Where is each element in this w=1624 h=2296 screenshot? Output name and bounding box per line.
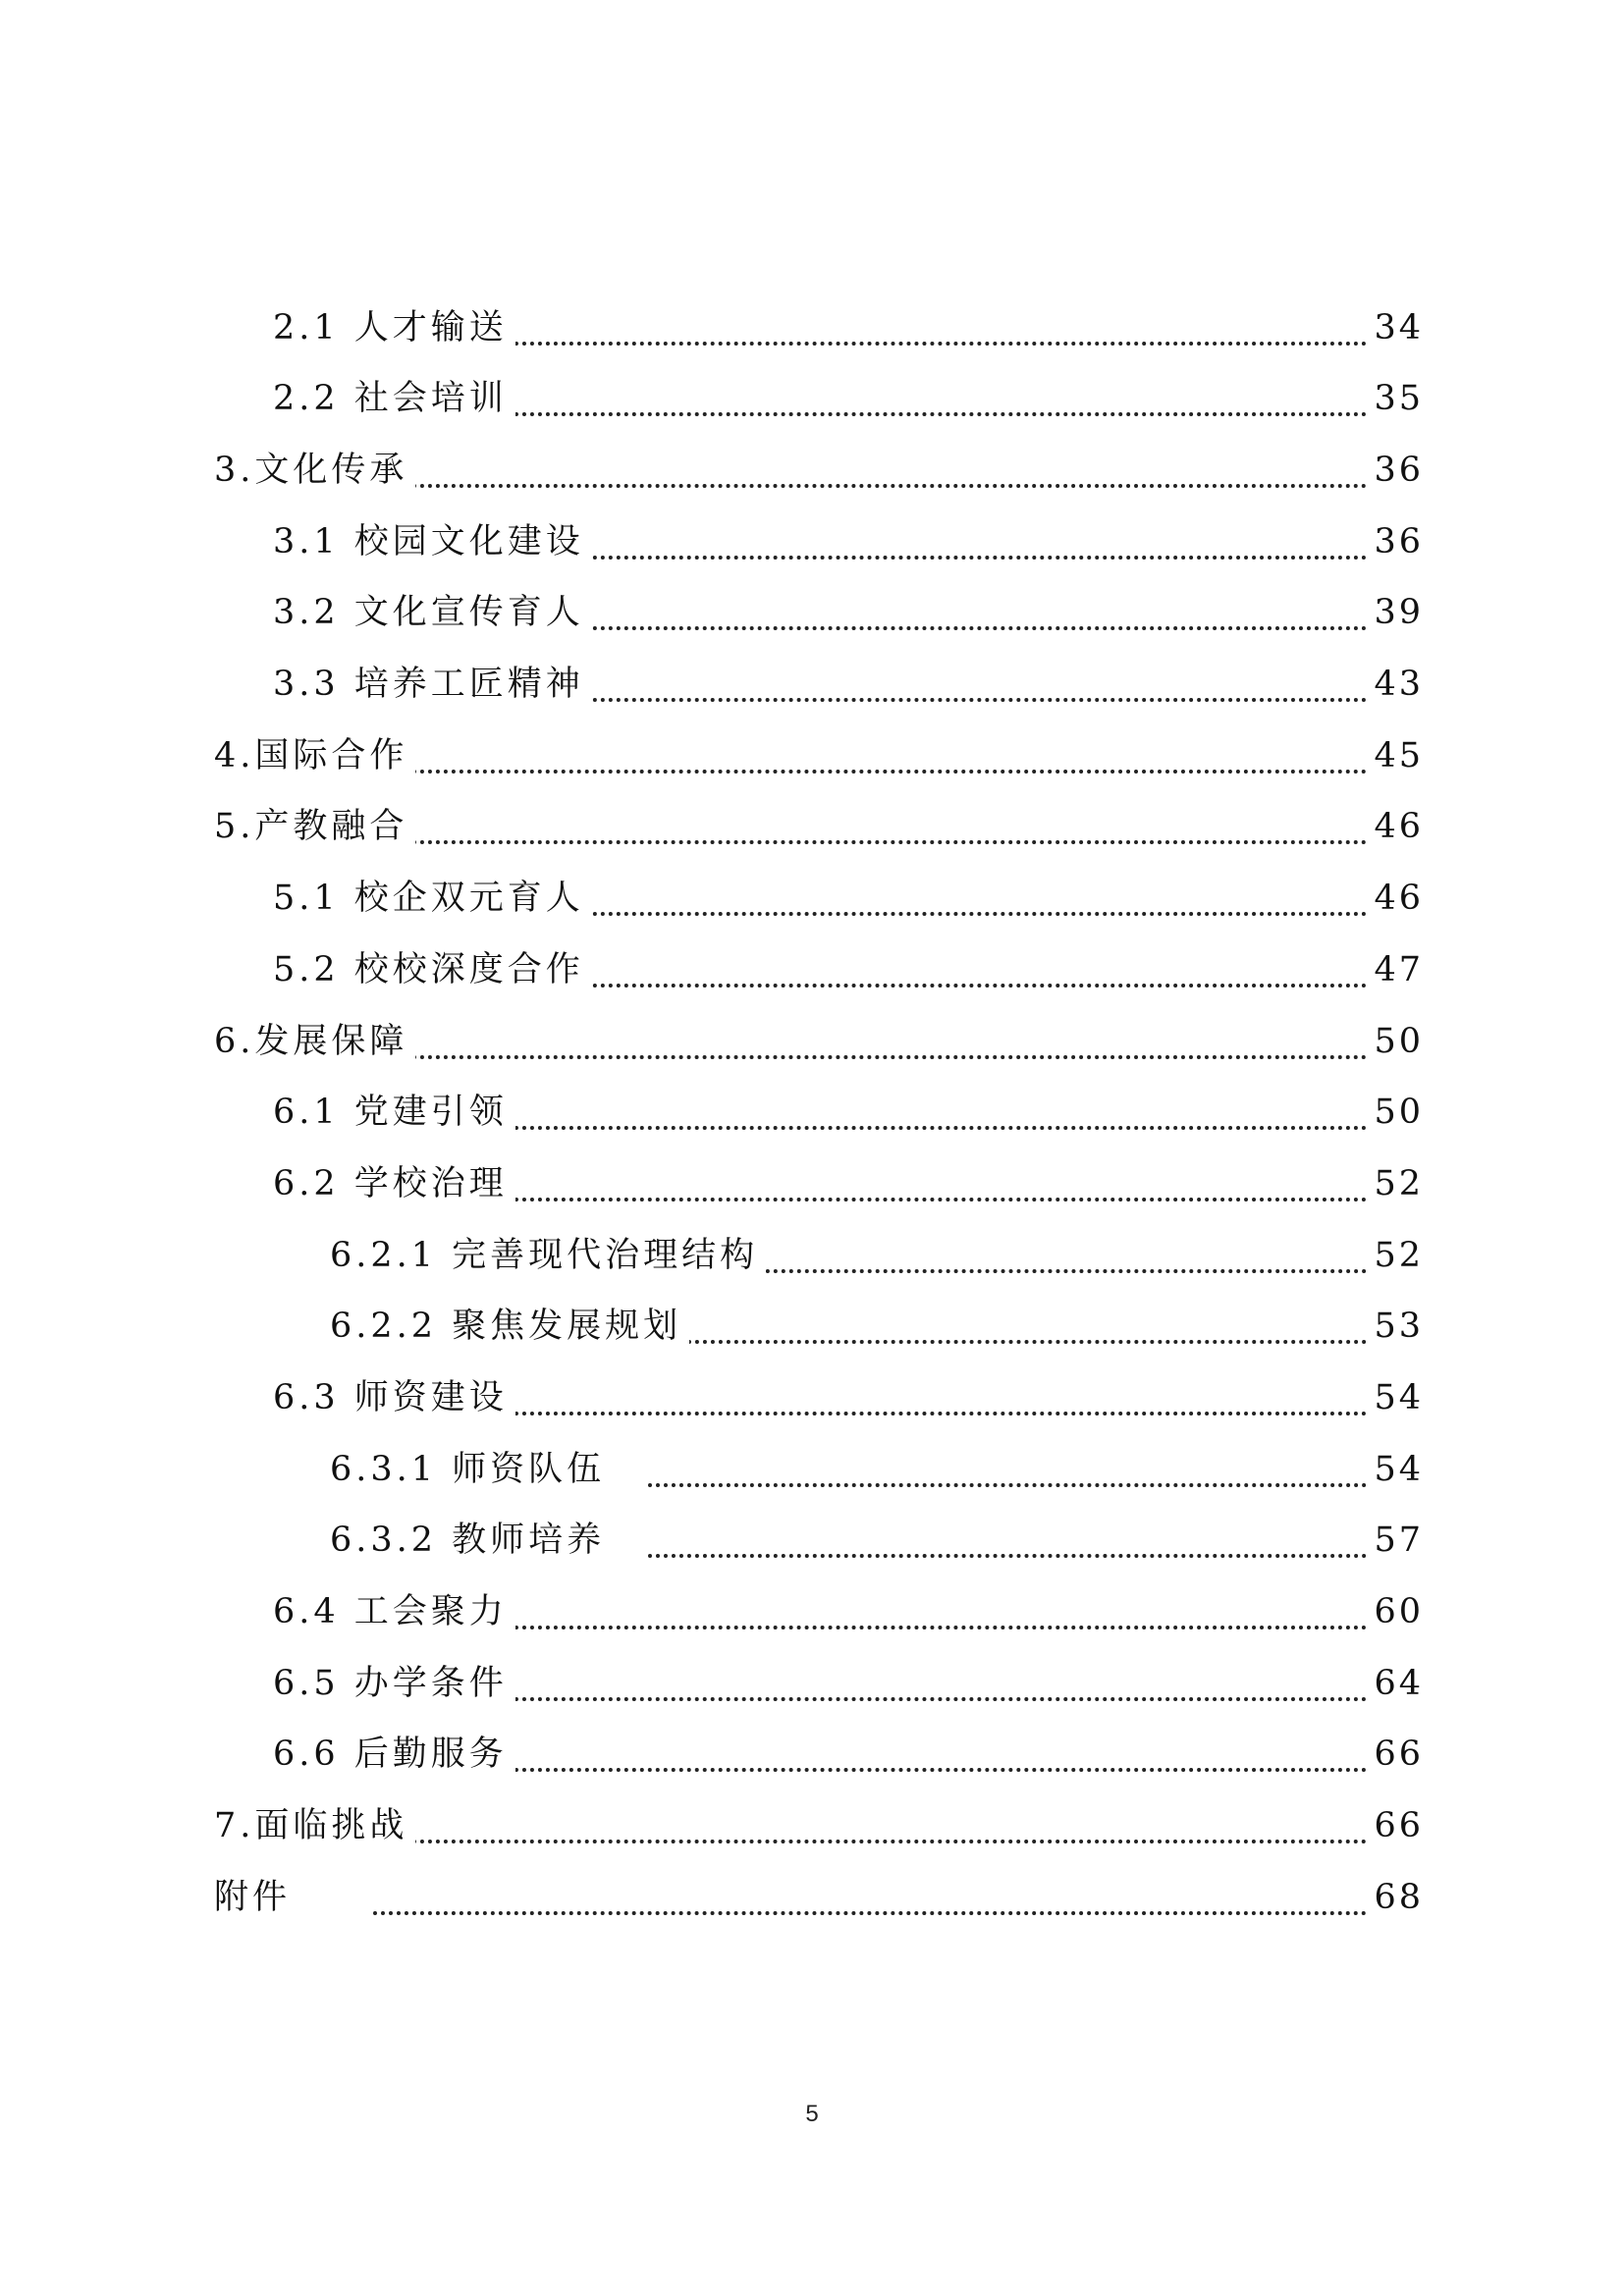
toc-entry-page: 45 [1366, 726, 1424, 785]
toc-dot-leader [373, 484, 1398, 488]
toc-entry-title: 6.2 学校治理 [273, 1154, 515, 1213]
toc-entry[interactable] [0, 869, 1624, 928]
toc-dot-leader [491, 342, 1398, 346]
toc-entry[interactable] [0, 1368, 1624, 1427]
toc-entry-page: 57 [1366, 1511, 1424, 1570]
toc-dot-leader [373, 840, 1398, 844]
toc-entry-title: 6.2.2 聚焦发展规划 [330, 1297, 689, 1356]
toc-entry[interactable] [0, 655, 1624, 714]
toc-entry[interactable] [0, 1297, 1624, 1356]
toc-entry-title: 2.1 人才输送 [273, 298, 515, 357]
toc-entry-page: 46 [1366, 797, 1424, 856]
toc-entry-page: 66 [1366, 1725, 1424, 1784]
toc-entry[interactable] [0, 441, 1624, 500]
toc-entry[interactable] [0, 1511, 1624, 1570]
toc-entry-page: 43 [1366, 655, 1424, 714]
toc-entry[interactable] [0, 940, 1624, 999]
toc-entry-title: 3.1 校园文化建设 [273, 512, 592, 571]
toc-entry-page: 53 [1366, 1297, 1424, 1356]
toc-dot-leader [491, 1126, 1398, 1130]
toc-entry-page: 39 [1366, 583, 1424, 642]
toc-entry-title: 6.3 师资建设 [273, 1368, 515, 1427]
toc-entry-title: 6.3.1 师资队伍 [330, 1440, 613, 1499]
toc-entry-title: 2.2 社会培训 [273, 369, 515, 428]
toc-entry[interactable] [0, 1796, 1624, 1855]
toc-entry-page: 68 [1366, 1868, 1424, 1927]
toc-entry-page: 52 [1366, 1226, 1424, 1285]
toc-entry-page: 60 [1366, 1582, 1424, 1641]
toc-entry[interactable] [0, 1226, 1624, 1285]
toc-entry-page: 66 [1366, 1796, 1424, 1855]
toc-dot-leader [491, 1412, 1398, 1415]
toc-entry-title: 3.3 培养工匠精神 [273, 655, 592, 714]
toc-entry-title: 6.发展保障 [214, 1012, 415, 1071]
toc-entry-title: 3.2 文化宣传育人 [273, 583, 592, 642]
toc-dot-leader [491, 1768, 1398, 1772]
toc-entry-page: 34 [1366, 298, 1424, 357]
toc-entry-page: 50 [1366, 1083, 1424, 1142]
toc-dot-leader [491, 412, 1398, 416]
toc-entry-page: 54 [1366, 1368, 1424, 1427]
toc-entry-title: 6.3.2 教师培养 [330, 1511, 613, 1570]
toc-entry[interactable] [0, 583, 1624, 642]
toc-dot-leader [648, 1483, 1398, 1487]
toc-entry-title: 6.6 后勤服务 [273, 1725, 515, 1784]
toc-entry[interactable] [0, 1154, 1624, 1213]
toc-entry-title: 6.4 工会聚力 [273, 1582, 515, 1641]
toc-entry-page: 36 [1366, 512, 1424, 571]
toc-entry-title: 7.面临挑战 [214, 1796, 415, 1855]
toc-entry-page: 46 [1366, 869, 1424, 928]
toc-entry[interactable] [0, 1440, 1624, 1499]
toc-entry-page: 35 [1366, 369, 1424, 428]
toc-entry-page: 54 [1366, 1440, 1424, 1499]
toc-dot-leader [373, 1840, 1398, 1843]
toc-entry[interactable] [0, 1012, 1624, 1071]
toc-entry[interactable] [0, 1083, 1624, 1142]
toc-entry-title: 6.5 办学条件 [273, 1654, 515, 1713]
toc-entry-page: 50 [1366, 1012, 1424, 1071]
toc-entry[interactable] [0, 1868, 1624, 1927]
toc-entry[interactable] [0, 1654, 1624, 1713]
toc-entry[interactable] [0, 369, 1624, 428]
toc-entry-title: 4.国际合作 [214, 726, 415, 785]
toc-dot-leader [491, 912, 1398, 916]
toc-entry[interactable] [0, 797, 1624, 856]
toc-dot-leader [491, 1697, 1398, 1701]
toc-entry[interactable] [0, 1725, 1624, 1784]
toc-entry[interactable] [0, 726, 1624, 785]
toc-entry-title: 5.2 校校深度合作 [273, 940, 592, 999]
toc-dot-leader [491, 1626, 1398, 1629]
toc-entry-page: 52 [1366, 1154, 1424, 1213]
toc-entry-title: 5.1 校企双元育人 [273, 869, 592, 928]
toc-dot-leader [491, 698, 1398, 702]
toc-entry-title: 6.1 党建引领 [273, 1083, 515, 1142]
toc-entry[interactable] [0, 298, 1624, 357]
toc-entry-page: 64 [1366, 1654, 1424, 1713]
toc-entry-page: 47 [1366, 940, 1424, 999]
toc-entry[interactable] [0, 512, 1624, 571]
toc-dot-leader [491, 984, 1398, 988]
toc-dot-leader [648, 1340, 1398, 1344]
toc-entry[interactable] [0, 1582, 1624, 1641]
toc-dot-leader [491, 1198, 1398, 1201]
toc-dot-leader [648, 1554, 1398, 1558]
toc-dot-leader [373, 1055, 1398, 1059]
toc-entry-title: 3.文化传承 [214, 441, 415, 500]
page-number: 5 [805, 2101, 819, 2127]
toc-entry-page: 36 [1366, 441, 1424, 500]
toc-dot-leader [491, 556, 1398, 560]
toc-dot-leader [373, 770, 1398, 774]
toc-entry-title: 5.产教融合 [214, 797, 415, 856]
toc-entry-title: 6.2.1 完善现代治理结构 [330, 1226, 766, 1285]
toc-dot-leader [373, 1911, 1398, 1915]
toc-entry-title: 附件 [214, 1868, 298, 1927]
toc-dot-leader [491, 626, 1398, 630]
